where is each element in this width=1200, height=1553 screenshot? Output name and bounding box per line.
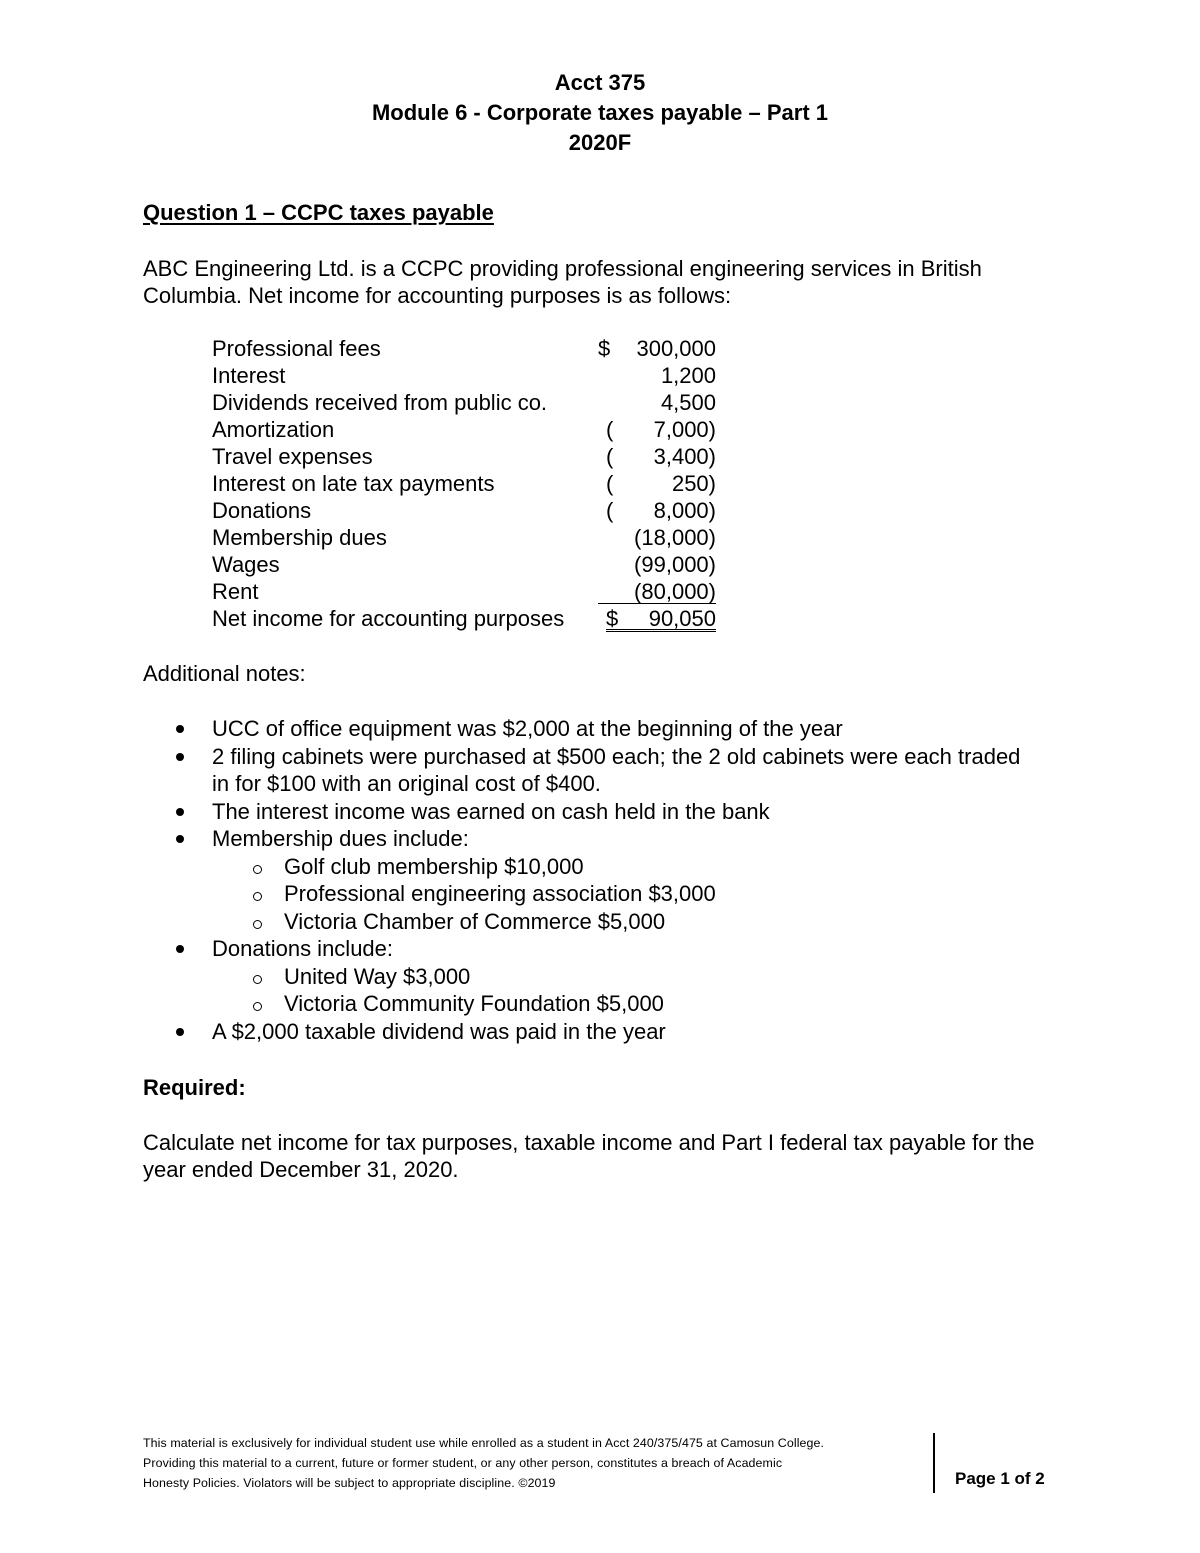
required-heading: Required: <box>143 1075 246 1100</box>
row-amount: 1,200 <box>660 363 716 388</box>
note-text: UCC of office equipment was $2,000 at the beginning of the year <box>212 716 843 741</box>
question-title: Question 1 – CCPC taxes payable <box>143 200 494 225</box>
row-label: Dividends received from public co. <box>212 390 548 415</box>
sub-note-text: Victoria Chamber of Commerce $5,000 <box>284 908 666 934</box>
list-item <box>143 715 1043 743</box>
list-item <box>143 825 1043 935</box>
note-text: 2 filing cabinets were purchased at $500 each; the 2 old cabinets were each traded in for $100 with an original cost of $400. <box>212 743 1021 796</box>
circle-bullet-icon <box>253 892 262 901</box>
row-currency: ( <box>606 444 614 469</box>
circle-bullet-icon <box>253 975 262 984</box>
row-label: Professional fees <box>212 336 381 361</box>
circle-bullet-icon <box>253 1002 262 1011</box>
row-currency: $ <box>598 336 611 361</box>
sub-note-text: United Way $3,000 <box>284 963 471 989</box>
row-amount: (18,000) <box>634 525 716 550</box>
row-amount: 4,500 <box>660 390 716 415</box>
row-label: Wages <box>212 552 280 577</box>
term-title: 2020F <box>568 130 632 155</box>
footer-line: Honesty Policies. Violators will be subject to appropriate discipline. ©2019 <box>143 1476 556 1490</box>
list-item <box>143 1018 1043 1046</box>
row-amount: (99,000) <box>634 552 716 577</box>
course-title: Acct 375 <box>554 70 646 95</box>
total-label: Net income for accounting purposes <box>212 606 565 631</box>
required-text: Calculate net income for tax purposes, taxable income and Part I federal tax payable for the year ended December 31, 2020. <box>143 1130 1035 1182</box>
row-currency: ( <box>606 498 614 523</box>
sub-list-item <box>212 853 1043 881</box>
footer-line: This material is exclusively for individual student use while enrolled as a student in Acct 240/375/475 at Camosun College. <box>143 1436 825 1450</box>
list-item <box>143 798 1043 826</box>
row-amount: (80,000) <box>634 579 716 604</box>
sub-list <box>212 853 1043 936</box>
page-number: Page 1 of 2 <box>955 1469 1045 1488</box>
row-currency: ( <box>606 417 614 442</box>
total-amount: 90,050 <box>648 606 716 631</box>
sub-list-item <box>212 880 1043 908</box>
sub-list-item <box>212 963 1043 991</box>
note-text: A $2,000 taxable dividend was paid in the year <box>212 1018 666 1044</box>
row-label: Donations <box>212 498 312 523</box>
bullet-icon <box>176 808 184 816</box>
row-amount: 7,000) <box>653 417 716 442</box>
row-label: Interest on late tax payments <box>212 471 495 496</box>
sub-list-item <box>212 908 1043 936</box>
notes-list <box>143 715 1043 1045</box>
notes-title: Additional notes: <box>143 661 306 686</box>
row-label: Membership dues <box>212 525 387 550</box>
row-label: Interest <box>212 363 286 388</box>
question-intro: ABC Engineering Ltd. is a CCPC providing professional engineering services in British Columbia. Net income for accounting purposes is as follows: <box>143 256 982 308</box>
total-currency: $ <box>606 606 619 631</box>
row-currency: ( <box>606 471 614 496</box>
row-amount: 8,000) <box>653 498 716 523</box>
bullet-icon <box>176 835 184 843</box>
list-item <box>143 743 1043 798</box>
sub-list-item <box>212 990 1043 1018</box>
note-text: Donations include: <box>212 936 394 961</box>
row-label: Amortization <box>212 417 335 442</box>
footer-disclaimer <box>143 1433 933 1493</box>
circle-bullet-icon <box>253 865 262 874</box>
sub-note-text: Golf club membership $10,000 <box>284 853 584 879</box>
row-label: Rent <box>212 579 259 604</box>
circle-bullet-icon <box>253 920 262 929</box>
row-amount: 3,400) <box>653 444 716 469</box>
note-text: The interest income was earned on cash held in the bank <box>212 798 770 824</box>
note-text: Membership dues include: <box>212 826 469 851</box>
sub-note-text: Professional engineering association $3,000 <box>284 881 716 906</box>
footer-divider <box>933 1433 935 1493</box>
row-label: Travel expenses <box>212 444 373 469</box>
bullet-icon <box>176 753 184 761</box>
row-amount: 300,000 <box>636 336 716 361</box>
bullet-icon <box>176 1028 184 1036</box>
footer-line: Providing this material to a current, future or former student, or any other person, constitutes a breach of Academic <box>143 1456 783 1470</box>
bullet-icon <box>176 725 184 733</box>
row-amount: 250) <box>671 471 716 496</box>
sub-note-text: Victoria Community Foundation $5,000 <box>284 991 664 1016</box>
bullet-icon <box>176 945 184 953</box>
list-item <box>143 935 1043 1018</box>
sub-list <box>212 963 1043 1018</box>
module-title: Module 6 - Corporate taxes payable – Part 1 <box>371 100 829 125</box>
